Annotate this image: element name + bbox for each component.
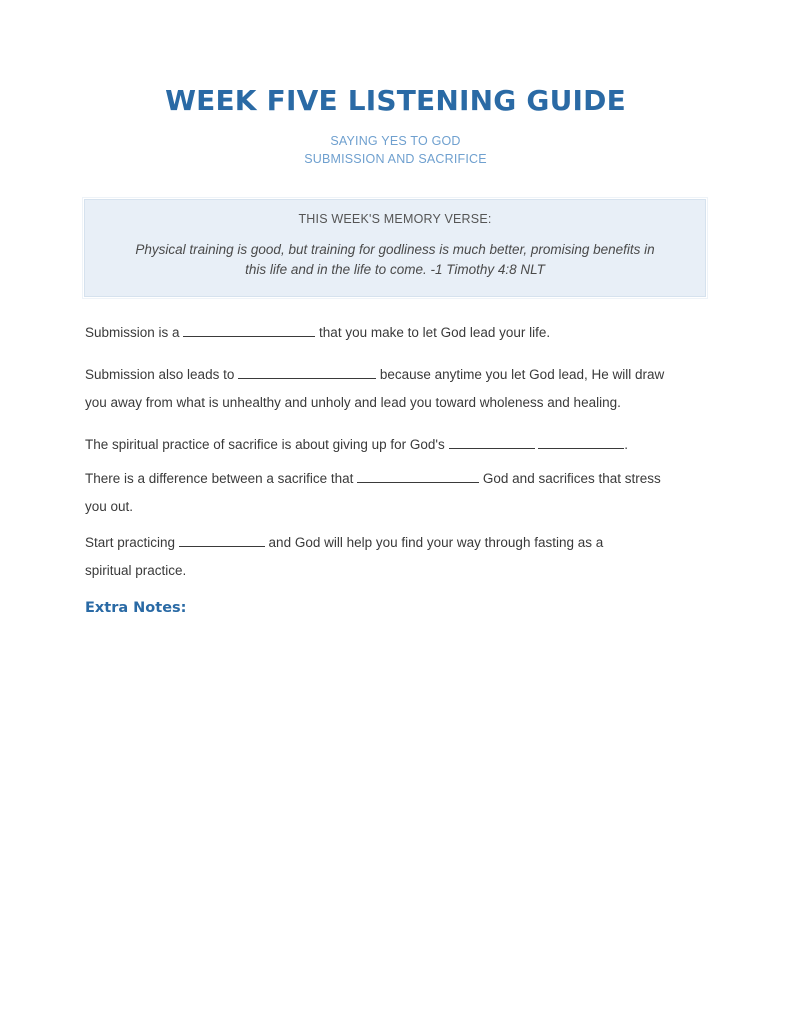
fill-in-blank-3b[interactable]: [538, 436, 624, 449]
note-line-5-cont: spiritual practice.: [85, 563, 187, 578]
memory-verse-box: [84, 199, 706, 297]
fill-in-blank-1[interactable]: [183, 324, 315, 337]
note-text: God and sacrifices that stress: [479, 471, 661, 486]
note-text: and God will help you find your way through fasting as a: [264, 535, 604, 550]
fill-in-blank-2[interactable]: [238, 366, 376, 379]
note-text: There is a difference between a sacrifice that: [85, 471, 358, 486]
note-text: that you make to let God lead your life.: [315, 325, 551, 340]
note-text: The spiritual practice of sacrifice is about giving up for God's: [85, 437, 449, 452]
note-line-1: [85, 324, 710, 340]
note-line-3: [85, 436, 710, 452]
note-line-4: [85, 470, 710, 486]
memory-verse-heading: THIS WEEK'S MEMORY VERSE:: [298, 212, 492, 226]
page-title: WEEK FIVE LISTENING GUIDE: [165, 84, 626, 117]
subtitle-topic: SUBMISSION AND SACRIFICE: [304, 152, 487, 166]
note-line-4-cont: you out.: [85, 499, 134, 514]
fill-in-blank-4[interactable]: [357, 470, 479, 483]
extra-notes-heading: Extra Notes:: [85, 600, 187, 616]
note-text: .: [624, 437, 629, 452]
note-line-5: [85, 534, 710, 550]
note-text: Submission is a: [85, 325, 184, 340]
subtitle-series: SAYING YES TO GOD: [330, 134, 461, 148]
note-line-2-cont: you away from what is unhealthy and unholy and lead you toward wholeness and healing.: [85, 395, 621, 410]
note-text: because anytime you let God lead, He will draw: [376, 367, 665, 382]
memory-verse-text: Physical training is good, but training for godliness is much better, promising benefits in this life and in the life to come. -1 Timothy 4:8 NLT: [135, 242, 655, 277]
fill-in-blank-5[interactable]: [179, 534, 265, 547]
note-text: Submission also leads to: [85, 367, 239, 382]
note-line-2: [85, 366, 710, 382]
note-text: Start practicing: [85, 535, 179, 550]
fill-in-blank-3a[interactable]: [449, 436, 535, 449]
